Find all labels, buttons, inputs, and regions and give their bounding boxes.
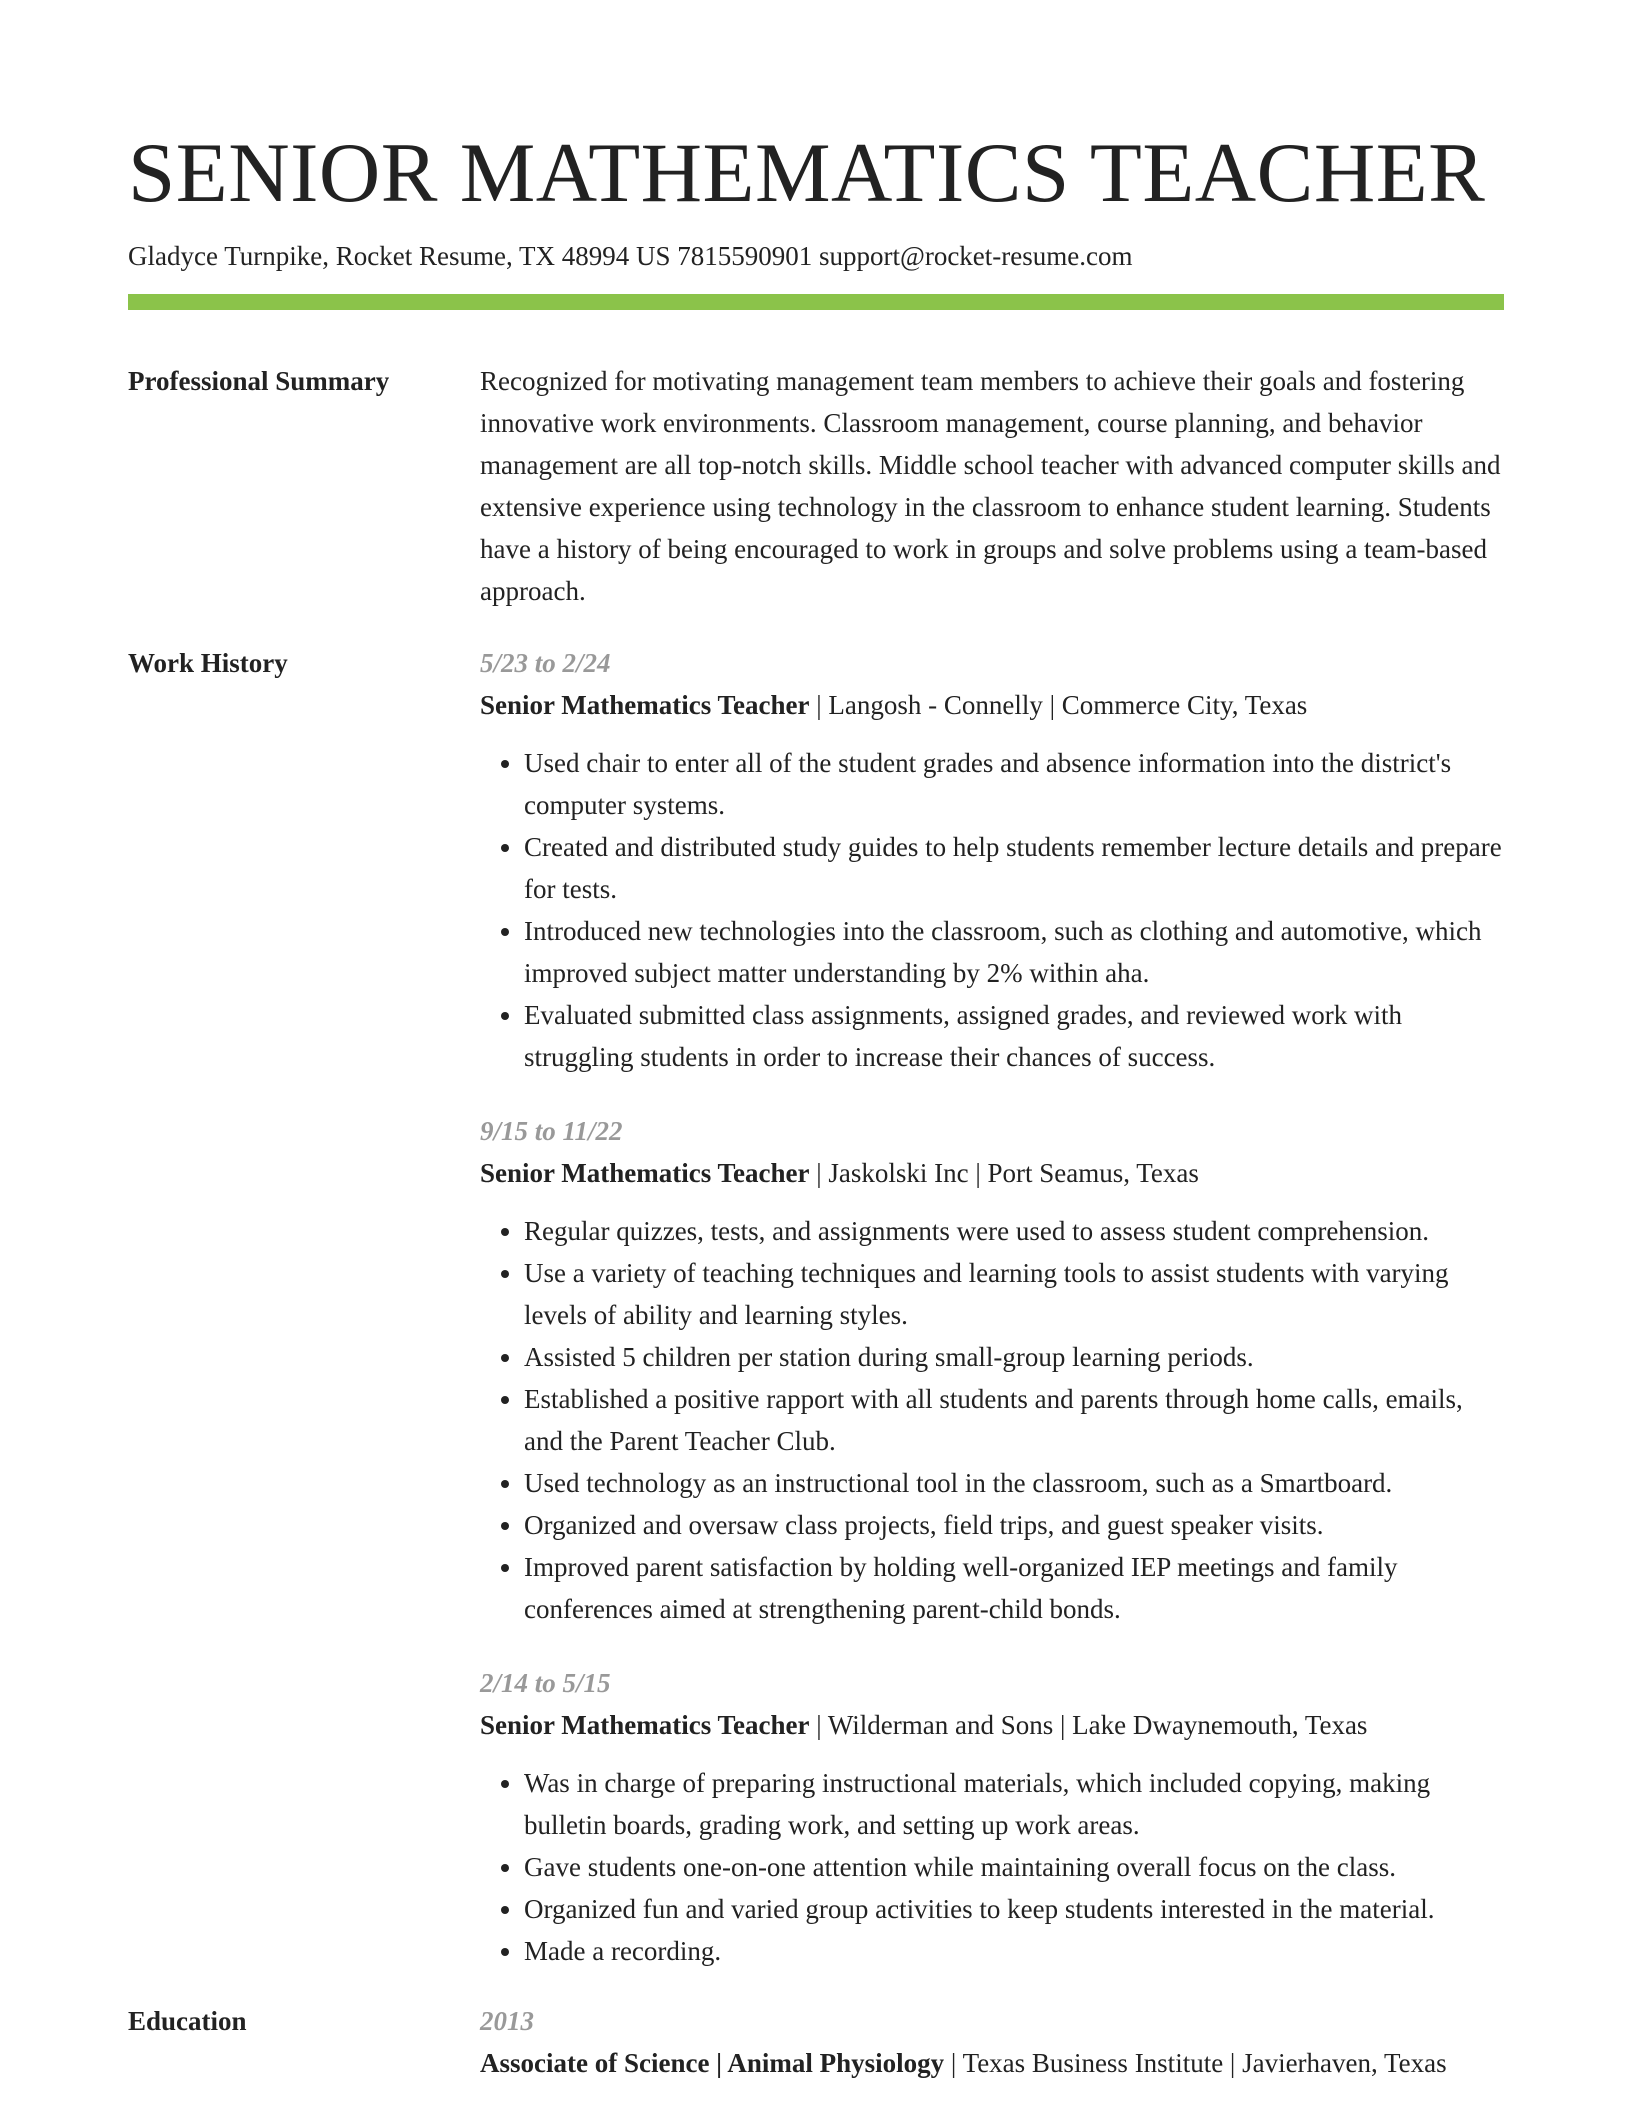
job-title-line (480, 1152, 1504, 1194)
education-year: 2013 (480, 2006, 534, 2036)
job-bullet: • Improved parent satisfaction by holding well-organized IEP meetings and family conferences aimed at strengthening parent-child bonds. (524, 1546, 1504, 1630)
job-role: Senior Mathematics Teacher (480, 1710, 810, 1740)
job-bullet: • Made a recording. (524, 1930, 1504, 1972)
job-dates: 9/15 to 11/22 (480, 1116, 623, 1146)
education-heading: Education (128, 2006, 247, 2036)
job-entry (480, 642, 1504, 1078)
job-bullet: • Used chair to enter all of the student grades and absence information into the district's computer systems. (524, 742, 1504, 826)
job-role: Senior Mathematics Teacher (480, 1158, 810, 1188)
job-bullet: • Was in charge of preparing instructional materials, which included copying, making bulletin boards, grading work, and setting up work areas. (524, 1762, 1504, 1846)
job-bullet: • Introduced new technologies into the classroom, such as clothing and automotive, which improved subject matter understanding by 2% within aha. (524, 910, 1504, 994)
job-bullet: • Created and distributed study guides to help students remember lecture details and prepare for tests. (524, 826, 1504, 910)
summary-heading: Professional Summary (128, 366, 390, 396)
education-body (480, 2000, 1504, 2084)
job-employer-location: | Langosh - Connelly | Commerce City, Texas (809, 690, 1308, 720)
job-role: Senior Mathematics Teacher (480, 690, 810, 720)
job-bullet: • Evaluated submitted class assignments, assigned grades, and reviewed work with struggling students in order to increase their chances of success. (524, 994, 1504, 1078)
work-history-heading: Work History (128, 648, 288, 678)
summary-section (128, 360, 1504, 612)
job-employer-location: | Wilderman and Sons | Lake Dwaynemouth, Texas (809, 1710, 1368, 1740)
accent-divider (128, 294, 1504, 310)
job-bullet: • Used technology as an instructional tool in the classroom, such as a Smartboard. (524, 1462, 1504, 1504)
summary-text: Recognized for motivating management team members to achieve their goals and fostering innovative work environments. Classroom management, course planning, and behavior management are all top-notch skills. Middle school teacher with advanced computer skills and extensive experience using technology in the classroom to enhance student learning. Students have a history of being encouraged to work in groups and solve problems using a team-based approach. (480, 366, 1501, 606)
work-history-body (480, 642, 1504, 1972)
job-title-line (480, 1704, 1504, 1746)
job-bullet: • Organized and oversaw class projects, field trips, and guest speaker visits. (524, 1504, 1504, 1546)
job-bullets (480, 1210, 1504, 1630)
education-line (480, 2042, 1504, 2084)
job-bullet: • Established a positive rapport with all students and parents through home calls, emails, and the Parent Teacher Club. (524, 1378, 1504, 1462)
job-title-line (480, 684, 1504, 726)
job-bullets (480, 1762, 1504, 1972)
summary-body (480, 360, 1504, 612)
job-entry (480, 1110, 1504, 1630)
job-bullet: • Assisted 5 children per station during small-group learning periods. (524, 1336, 1504, 1378)
job-bullet: • Gave students one-on-one attention while maintaining overall focus on the class. (524, 1846, 1504, 1888)
education-degree: Associate of Science | Animal Physiology (480, 2048, 945, 2078)
job-bullet: • Use a variety of teaching techniques and learning tools to assist students with varying levels of ability and learning styles. (524, 1252, 1504, 1336)
job-bullets (480, 742, 1504, 1078)
education-school-location: | Texas Business Institute | Javierhaven, Texas (944, 2048, 1447, 2078)
job-entry (480, 1662, 1504, 1972)
job-dates: 2/14 to 5/15 (480, 1668, 611, 1698)
work-history-section (128, 642, 1504, 1972)
job-employer-location: | Jaskolski Inc | Port Seamus, Texas (809, 1158, 1199, 1188)
resume-title: SENIOR MATHEMATICS TEACHER (128, 126, 1486, 220)
job-bullet: • Regular quizzes, tests, and assignments were used to assess student comprehension. (524, 1210, 1504, 1252)
job-bullet: • Organized fun and varied group activities to keep students interested in the material. (524, 1888, 1504, 1930)
contact-line: Gladyce Turnpike, Rocket Resume, TX 48994 US 7815590901 support@rocket-resume.com (128, 241, 1133, 271)
job-dates: 5/23 to 2/24 (480, 648, 611, 678)
resume-page (128, 118, 1504, 2084)
education-section (128, 2000, 1504, 2084)
